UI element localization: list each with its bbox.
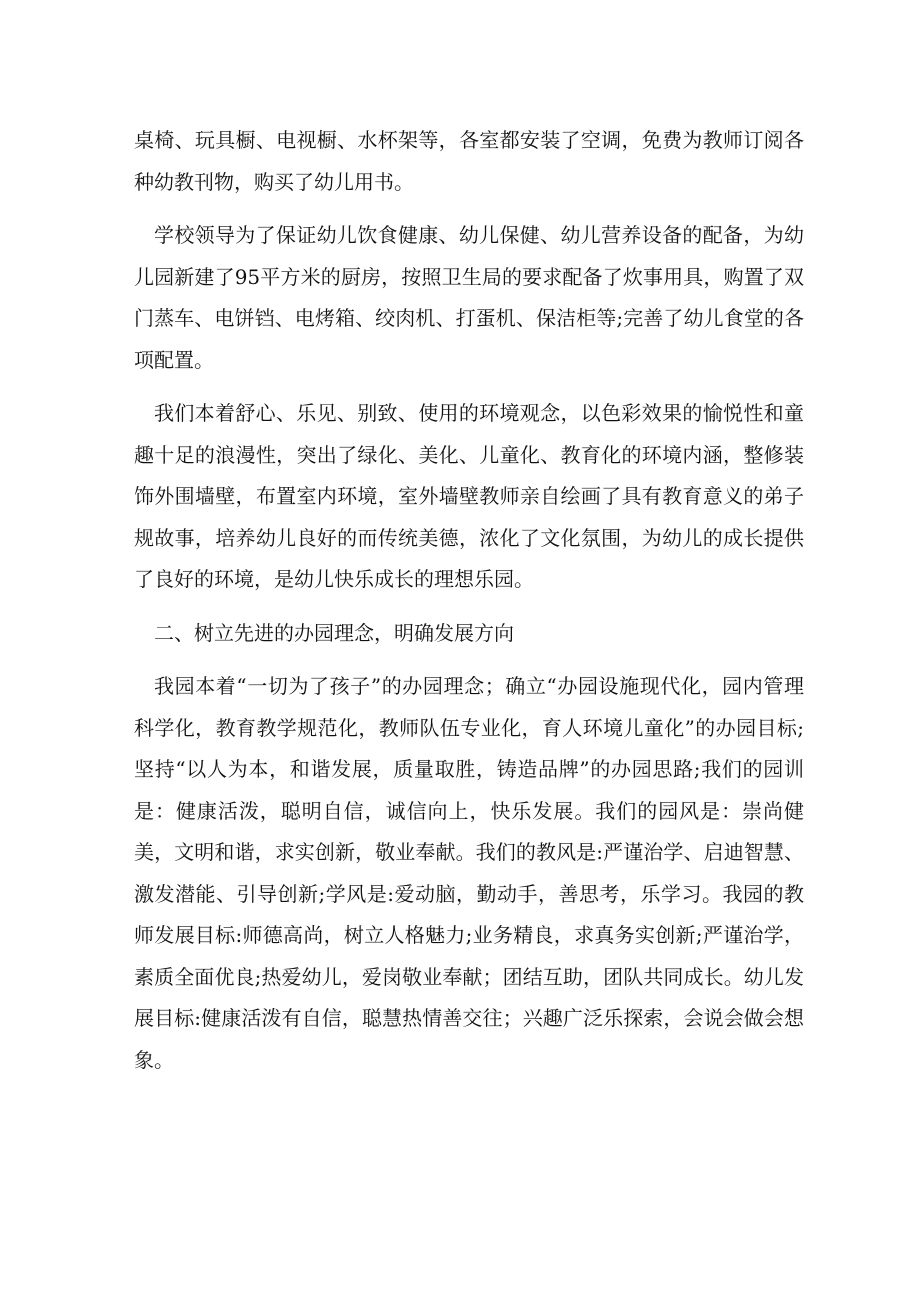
section-heading: 二、树立先进的办园理念，明确发展方向 [154,620,514,645]
paragraph-kitchen: 学校领导为了保证幼儿饮食健康、幼儿保健、幼儿营养设备的配备，为幼儿园新建了95平方米的厨房，按照卫生局的要求配备了炊事用具，购置了双门蒸车、电饼铛、电烤箱、绞肉机、打蛋机、保洁柜等;完善了幼儿食堂的各项配置。 [134,223,804,372]
document-body [134,120,804,1093]
paragraph-environment: 我们本着舒心、乐见、别致、使用的环境观念，以色彩效果的愉悦性和童趣十足的浪漫性，突出了绿化、美化、儿童化、教育化的环境内涵，整修装饰外围墙壁，布置室内环境，室外墙壁教师亲自绘画了具有教育意义的弟子规故事，培养幼儿良好的而传统美德，浓化了文化氛围，为幼儿的成长提供了良好的环境，是幼儿快乐成长的理想乐园。 [134,401,804,591]
paragraph-facilities: 桌椅、玩具橱、电视橱、水杯架等，各室都安装了空调，免费为教师订阅各种幼教刊物，购买了幼儿用书。 [134,128,804,194]
paragraph-philosophy: 我园本着“一切为了孩子”的办园理念；确立“办园设施现代化，园内管理科学化，教育教学规范化，教师队伍专业化，育人环境儿童化”的办园目标;坚持“以人为本，和谐发展，质量取胜，铸造品牌”的办园思路;我们的园训是：健康活泼，聪明自信，诚信向上，快乐发展。我们的园风是：崇尚健美，文明和谐，求实创新，敬业奉献。我们的教风是:严谨治学、启迪智慧、激发潜能、引导创新;学风是:爱动脑，勤动手，善思考，乐学习。我园的教师发展目标:师德高尚，树立人格魅力;业务精良，求真务实创新;严谨治学，素质全面优良;热爱幼儿，爱岗敬业奉献；团结互助，团队共同成长。幼儿发展目标:健康活泼有自信，聪慧热情善交往；兴趣广泛乐探索，会说会做会想象。 [134,674,804,1072]
